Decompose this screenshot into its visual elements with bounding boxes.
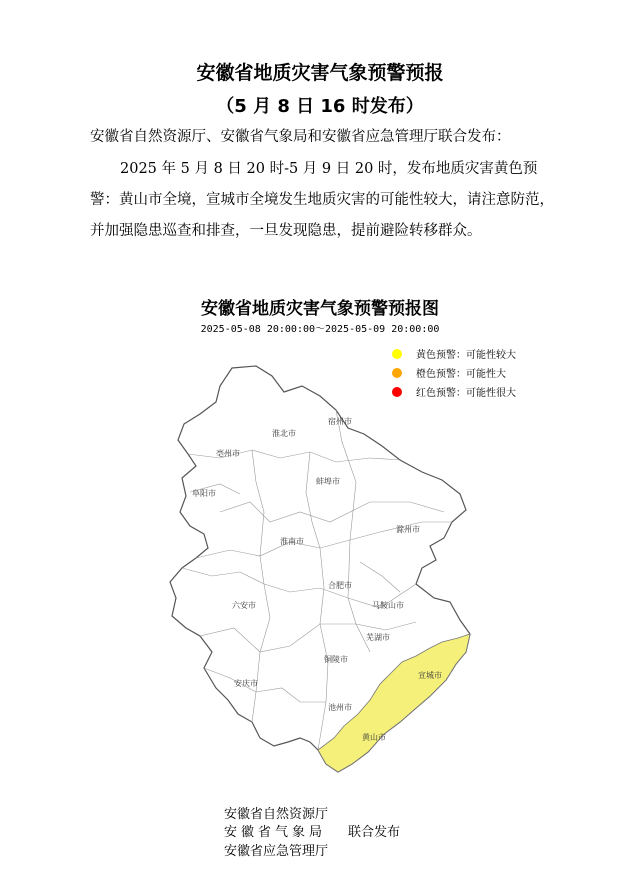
map-title: 安徽省地质灾害气象预警预报图: [201, 299, 439, 319]
map-label-huangshan: 黄山市: [362, 733, 386, 742]
legend-red-label: 红色预警：可能性很大: [416, 388, 516, 399]
footer-org-natural-resources: 安徽省自然资源厅: [224, 807, 329, 822]
page-title: 安徽省地质灾害气象预警预报: [196, 62, 444, 84]
legend-orange-label: 橙色预警：可能性大: [416, 369, 506, 380]
map-label-huaibei: 淮北市: [272, 429, 296, 438]
map-label-maanshan: 马鞍山市: [372, 601, 404, 610]
yellow-dot-icon: [392, 349, 402, 359]
map-label-suzhou: 宿州市: [328, 417, 352, 426]
map-label-fuyang: 阜阳市: [192, 489, 216, 498]
map-label-tongling: 铜陵市: [324, 655, 348, 664]
map-label-xuancheng: 宣城市: [418, 671, 442, 680]
anhui-map: [160, 362, 520, 782]
intro-paragraph: 安徽省自然资源厅、安徽省气象局和安徽省应急管理厅联合发布：: [90, 129, 511, 145]
map-label-liuan: 六安市: [232, 601, 256, 610]
footer-org-meteorology: 安徽省气象局: [224, 825, 327, 840]
forecast-paragraph: 2025 年 5 月 8 日 20 时-5 月 9 日 20 时，发布地质灾害黄色预警：黄山市全境，宣城市全境发生地质灾害的可能性较大，请注意防范，并加强隐患巡查和排查，一旦发现隐患，提前避险转移群众。: [90, 161, 554, 239]
issue-time: （5 月 8 日 16 时发布）: [216, 96, 424, 117]
map-label-huainan: 淮南市: [280, 537, 304, 546]
legend-yellow: [392, 344, 516, 363]
map-label-chizhou: 池州市: [328, 703, 352, 712]
map-label-wuhu: 芜湖市: [366, 633, 390, 642]
map-label-hefei: 合肥市: [328, 581, 352, 590]
map-label-chuzhou: 滁州市: [396, 525, 420, 534]
map-period: 2025-05-08 20:00:00～2025-05-09 20:00:00: [200, 324, 440, 335]
province-outline: [170, 366, 470, 772]
footer-joint-release: 联合发布: [348, 825, 401, 840]
legend-yellow-label: 黄色预警：可能性较大: [416, 350, 516, 361]
map-label-bengbu: 蚌埠市: [316, 477, 340, 486]
map-label-anqing: 安庆市: [234, 679, 258, 688]
map-label-bozhou: 亳州市: [216, 449, 240, 458]
footer-org-emergency: 安徽省应急管理厅: [224, 844, 329, 859]
